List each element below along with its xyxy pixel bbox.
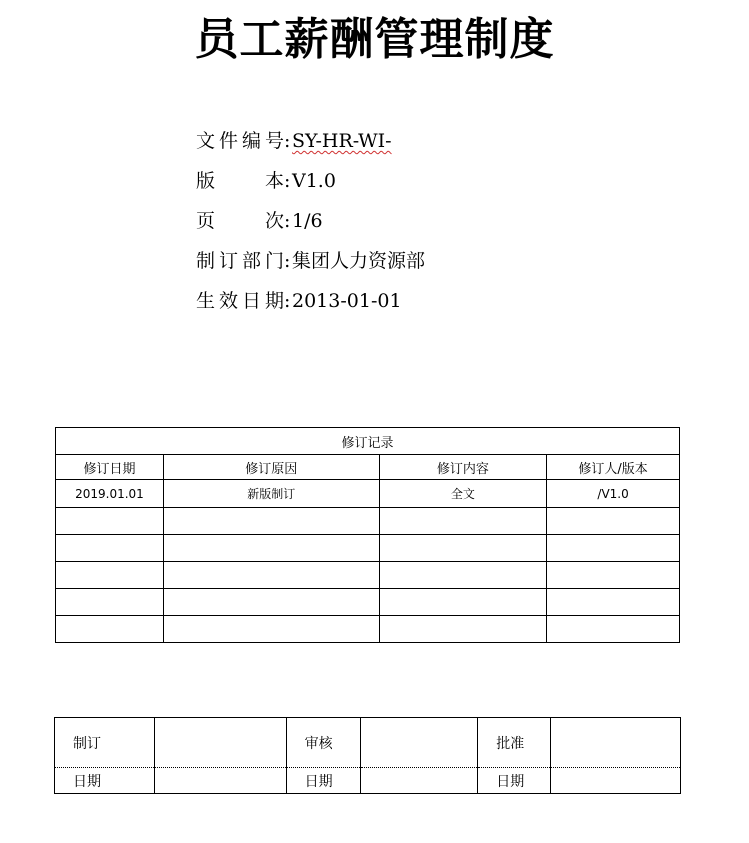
meta-colon: :	[284, 170, 291, 192]
table-cell[interactable]	[547, 616, 680, 643]
label-date: 日期	[286, 768, 360, 794]
label-char: 号	[264, 130, 284, 152]
table-cell[interactable]	[379, 616, 547, 643]
meta-label	[196, 241, 284, 281]
header-cell: 修订内容	[379, 455, 547, 480]
revision-header-row	[56, 455, 680, 480]
meta-value-department: 集团人力资源部	[292, 250, 426, 272]
field-date[interactable]	[154, 768, 286, 794]
label-char: 日	[241, 290, 261, 312]
revision-table	[55, 427, 680, 643]
field-reviewed[interactable]	[360, 718, 478, 768]
label-char: 效	[218, 290, 238, 312]
table-cell[interactable]	[56, 589, 164, 616]
table-cell[interactable]	[56, 616, 164, 643]
table-row	[56, 589, 680, 616]
signature-row-approval	[55, 718, 681, 768]
meta-label	[196, 161, 284, 201]
table-cell[interactable]	[547, 535, 680, 562]
signature-row-date	[55, 768, 681, 794]
document-title: 员工薪酬管理制度	[194, 14, 555, 65]
meta-label	[196, 281, 284, 321]
meta-value-effective-date: 2013-01-01	[292, 290, 402, 312]
table-cell[interactable]	[56, 562, 164, 589]
signature-table	[54, 717, 681, 794]
table-cell[interactable]	[379, 589, 547, 616]
revision-caption: 修订记录	[56, 428, 680, 455]
label-char: 门	[264, 250, 284, 272]
table-cell[interactable]	[379, 535, 547, 562]
meta-label	[196, 201, 284, 241]
label-date: 日期	[478, 768, 551, 794]
table-cell[interactable]	[379, 562, 547, 589]
label-char: 本	[264, 170, 284, 192]
meta-colon: :	[284, 130, 291, 152]
table-cell[interactable]	[56, 535, 164, 562]
table-cell[interactable]: 2019.01.01	[56, 480, 164, 508]
field-approved[interactable]	[551, 718, 681, 768]
table-cell[interactable]: 新版制订	[163, 480, 379, 508]
label-prepared: 制订	[55, 718, 155, 768]
meta-value-pages: 1/6	[292, 210, 323, 232]
table-cell[interactable]	[56, 508, 164, 535]
label-char: 文	[196, 130, 216, 152]
table-cell[interactable]: /V1.0	[547, 480, 680, 508]
label-char: 期	[264, 290, 284, 312]
meta-row-file-no	[196, 121, 425, 161]
label-char: 版	[196, 170, 216, 192]
revision-caption-row	[56, 428, 680, 455]
table-row	[56, 480, 680, 508]
label-char: 部	[241, 250, 261, 272]
document-meta	[196, 121, 425, 321]
label-char: 制	[196, 250, 216, 272]
table-cell[interactable]	[163, 616, 379, 643]
meta-colon: :	[284, 210, 291, 232]
field-prepared[interactable]	[154, 718, 286, 768]
label-approved: 批准	[478, 718, 551, 768]
table-cell[interactable]	[547, 508, 680, 535]
label-char: 编	[241, 130, 261, 152]
label-char: 件	[218, 130, 238, 152]
meta-value-version: V1.0	[292, 170, 336, 192]
meta-row-version	[196, 161, 425, 201]
label-reviewed: 审核	[286, 718, 360, 768]
field-date[interactable]	[360, 768, 478, 794]
meta-row-department	[196, 241, 425, 281]
meta-row-effective-date	[196, 281, 425, 321]
meta-colon: :	[284, 250, 291, 272]
table-row	[56, 535, 680, 562]
label-char: 次	[264, 210, 284, 232]
header-cell: 修订人/版本	[547, 455, 680, 480]
header-cell: 修订原因	[163, 455, 379, 480]
table-cell[interactable]	[163, 508, 379, 535]
table-cell[interactable]	[547, 589, 680, 616]
table-cell[interactable]: 全文	[379, 480, 547, 508]
table-cell[interactable]	[379, 508, 547, 535]
table-cell[interactable]	[163, 562, 379, 589]
table-row	[56, 562, 680, 589]
table-row	[56, 508, 680, 535]
header-cell: 修订日期	[56, 455, 164, 480]
meta-value-file-no: SY-HR-WI-	[292, 130, 392, 152]
meta-row-pages	[196, 201, 425, 241]
label-date: 日期	[55, 768, 155, 794]
table-cell[interactable]	[547, 562, 680, 589]
table-row	[56, 616, 680, 643]
field-date[interactable]	[551, 768, 681, 794]
label-char: 页	[196, 210, 216, 232]
label-char: 订	[218, 250, 238, 272]
meta-label	[196, 121, 284, 161]
meta-colon: :	[284, 290, 291, 312]
label-char: 生	[196, 290, 216, 312]
table-cell[interactable]	[163, 535, 379, 562]
table-cell[interactable]	[163, 589, 379, 616]
